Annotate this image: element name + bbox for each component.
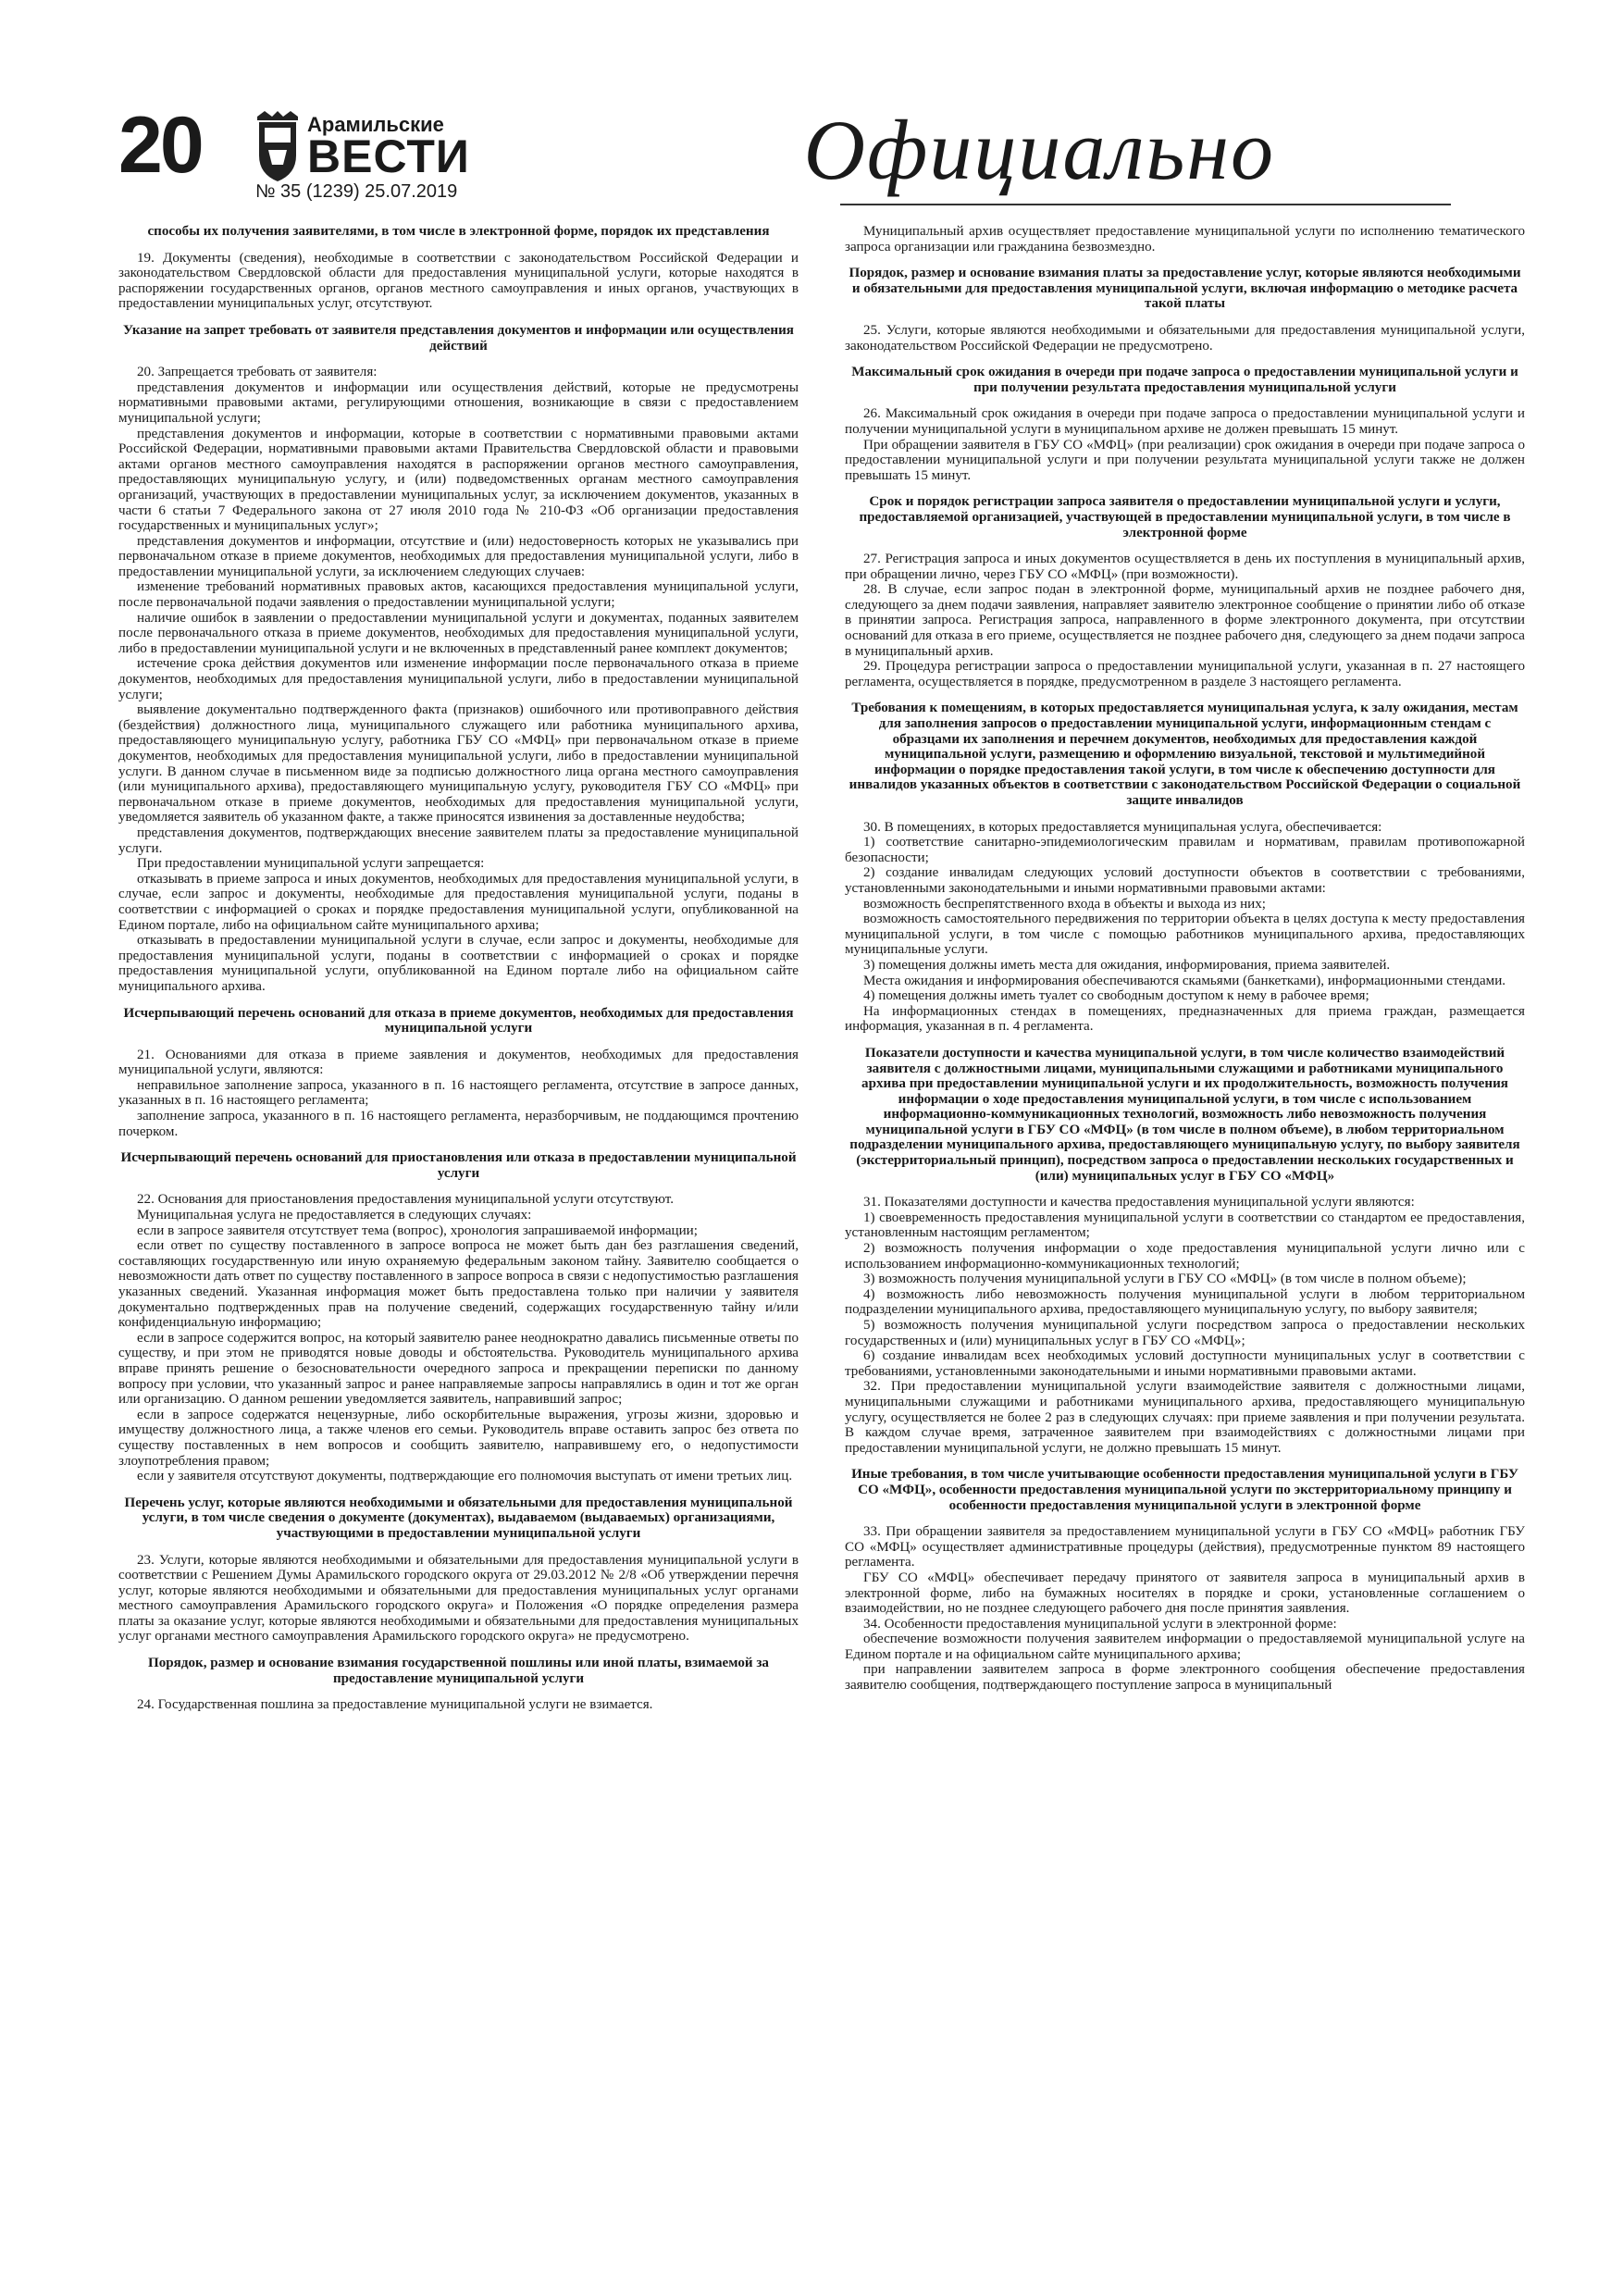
paragraph: 3) помещения должны иметь места для ожидания, информирования, приема заявителей. xyxy=(863,957,1391,973)
heading: Требования к помещениям, в которых предоставляется муниципальная услуга, к залу ожидания, местам для заполнения запросов о предоставлении муниципальной услуги, информационным стендам с образцами их заполнения и перечнем документов, необходимых для предоставления каждой муниципальной услуги, размещению и оформлению визуальной, текстовой и мультимедийной информации о порядке предоставления такой услуги, в том числе к обеспечению доступности для инвалидов указанных объектов в соответствии с законодательством Российской Федерации о социальной защите инвалидов xyxy=(849,701,1521,808)
paragraph: 2) создание инвалидам следующих условий доступности объектов в соответствии с требованиями, установленными законодательными и иными нормативными правовыми актами: xyxy=(845,865,1525,896)
heading: Перечень услуг, которые являются необходимыми и обязательными для предоставления муниципальной услуги, в том числе сведения о документе (документах), выдаваемом (выдаваемых) организациями, участвующими в предоставлении муниципальной услуги xyxy=(124,1495,793,1541)
paragraph: 22. Основания для приостановления предоставления муниципальной услуги отсутствуют. xyxy=(137,1192,674,1208)
heading: Исчерпывающий перечень оснований для приостановления или отказа в предоставлении муниципальной услуги xyxy=(120,1150,797,1181)
paragraph: Муниципальная услуга не предоставляется в следующих случаях: xyxy=(137,1208,532,1223)
paragraph: 30. В помещениях, в которых предоставляется муниципальная услуга, обеспечивается: xyxy=(863,819,1382,835)
paragraph: 32. При предоставлении муниципальной услуги взаимодействие заявителя с должностными лицами, муниципальными служащими и работниками муниципального архива, предоставляющего муниципальную услугу, осуществляется не более 2 раз в следующих случаях: при приеме заявления и при получении результата. В каждом случае время, затраченное заявителем при взаимодействиях с должностными лицами при предоставлении муниципальной услуги, не должно превышать 15 минут. xyxy=(845,1379,1525,1456)
heading: Указание на запрет требовать от заявителя представления документов и информации или осуществления действий xyxy=(123,322,794,354)
paragraph: если в запросе содержатся нецензурные, либо оскорбительные выражения, угрозы жизни, здоровью и имуществу должностного лица, а также членов его семьи. Руководитель вправе оставить запрос без ответа по существу поставленных в нем вопросов и сообщить заявителю, направившему его, о недопустимости злоупотребления правом; xyxy=(118,1407,799,1469)
heading: Порядок, размер и основание взимания государственной пошлины или иной платы, взимаемой за предоставление муниципальной услуги xyxy=(148,1656,769,1686)
paragraph: 25. Услуги, которые являются необходимыми и обязательными для предоставления муниципальной услуги, законодательством Российской Федерации не предусмотрено. xyxy=(845,322,1525,354)
paragraph: Места ожидания и информирования обеспечиваются скамьями (банкетками), информационными стендами. xyxy=(863,973,1506,988)
paragraph: 20. Запрещается требовать от заявителя: xyxy=(137,365,378,380)
paragraph: 4) возможность либо невозможность получения муниципальной услуги в любом территориальном подразделении муниципального архива, предоставляющего муниципальную услугу, по выбору заявителя; xyxy=(845,1286,1525,1318)
paragraph: отказывать в приеме запроса и иных документов, необходимых для предоставления муниципальной услуги, в случае, если запрос и документы, необходимые для предоставления муниципальной услуги, поданы в соответствии с информацией о сроках и порядке предоставления муниципальной услуги, опубликованной на Едином портале, либо на официальном сайте муниципального архива; xyxy=(118,871,799,933)
paragraph: 34. Особенности предоставления муниципальной услуги в электронной форме: xyxy=(863,1616,1337,1632)
paragraph: 28. В случае, если запрос подан в электронной форме, муниципальный архив не позднее рабочего дня, следующего за днем подачи заявления, направляет заявителю электронное сообщение о принятии либо об отказе в принятии запроса. Регистрация запроса, направленного в форме электронного документа, при отсутствии оснований для отказа в его приеме, осуществляется не позднее рабочего дня, следующего за днем подачи запроса в муниципальный архив. xyxy=(845,582,1525,659)
paragraph: представления документов, подтверждающих внесение заявителем платы за предоставление муниципальной услуги. xyxy=(118,825,799,856)
heading: Исчерпывающий перечень оснований для отказа в приеме документов, необходимых для предоставления муниципальной услуги xyxy=(123,1005,794,1036)
paragraph: 33. При обращении заявителя за предоставлением муниципальной услуги в ГБУ СО «МФЦ» работник ГБУ СО «МФЦ» осуществляет административные процедуры (действия), предусмотренные пунктом 89 настоящего регламента. xyxy=(845,1524,1525,1570)
heading: Срок и порядок регистрации запроса заявителя о предоставлении муниципальной услуги и услуги, предоставляемой организацией, участвующей в предоставлении муниципальной услуги, в том числе в электронной форме xyxy=(859,494,1511,540)
paragraph: представления документов и информации, отсутствие и (или) недостоверность которых не указывались при первоначальном отказе в приеме документов, необходимых для предоставления муниципальной услуги, либо в предоставлении муниципальной услуги, за исключением следующих случаев: xyxy=(118,533,799,579)
paragraph: представления документов и информации, которые в соответствии с нормативными правовыми актами Российской Федерации, нормативными правовыми актами Правительства Свердловской области и правовыми актами органов местного самоуправления находятся в распоряжении органов местного самоуправления, предоставляющих муниципальную услугу, и (или) подведомственных органам местного самоуправления организаций, участвующих в предоставлении муниципальных услуг, за исключением документов, указанных в части 6 статьи 7 Федерального закона от 27 июля 2010 года № 210-ФЗ «Об организации предоставления государственных и муниципальных услуг»; xyxy=(118,426,799,534)
heading: Иные требования, в том числе учитывающие особенности предоставления муниципальной услуги в ГБУ СО «МФЦ», особенности предоставления муниципальной услуги по экстерриториальному принципу и особенности предоставления муниципальной услуги в электронной форме xyxy=(851,1467,1518,1513)
paragraph: При обращении заявителя в ГБУ СО «МФЦ» (при реализации) срок ожидания в очереди при подаче запроса о предоставлении муниципальной услуги и при получении результата муниципальной услуги также не должен превышать 15 минут. xyxy=(845,437,1525,483)
paragraph: На информационных стендах в помещениях, предназначенных для приема граждан, размещается информация, указанная в п. 4 регламента. xyxy=(845,1003,1525,1035)
paragraph: если у заявителя отсутствуют документы, подтверждающие его полномочия выступать от имени третьих лиц. xyxy=(137,1469,793,1484)
paragraph: 6) создание инвалидам всех необходимых условий доступности муниципальных услуг в соответствии с требованиями, установленными законодательными и иными нормативными правовыми актами. xyxy=(845,1348,1525,1379)
section-title: Официально xyxy=(803,103,1275,197)
paragraph: 1) соответствие санитарно-эпидемиологическим правилам и нормативам, правилам противопожарной безопасности; xyxy=(845,835,1525,865)
article-columns xyxy=(118,224,1525,1713)
paragraph: ГБУ СО «МФЦ» обеспечивает передачу принятого от заявителя запроса в муниципальный архив в электронной форме, либо на бумажных носителях в порядке и сроки, установленные соглашением о взаимодействии, но не позднее следующего рабочего дня после принятия заявления. xyxy=(845,1570,1525,1617)
issue-info: № 35 (1239) 25.07.2019 xyxy=(255,181,458,202)
paragraph: наличие ошибок в заявлении о предоставлении муниципальной услуги и документах, поданных заявителем после первоначального отказа в приеме документов, необходимых для предоставления муниципальной услуги, либо в предоставлении муниципальной услуги и не включенных в представленный ранее комплект документов; xyxy=(118,610,799,656)
newspaper-page xyxy=(118,100,1525,2265)
paragraph: Муниципальный архив осуществляет предоставление муниципальной услуги по исполнению тематического запроса организации или гражданина безвозмездно. xyxy=(845,224,1525,254)
paragraph: представления документов и информации или осуществления действий, которые не предусмотрены нормативными правовыми актами, регулирующими отношения, возникающие в связи с предоставлением муниципальной услуги; xyxy=(118,379,799,426)
column-right xyxy=(845,224,1525,1713)
paragraph: истечение срока действия документов или изменение информации после первоначального отказа в приеме документов, необходимых для предоставления муниципальной услуги, либо в предоставлении муниципальной услуги; xyxy=(118,656,799,702)
paragraph: 2) возможность получения информации о ходе предоставления муниципальной услуги лично или с использованием информационно-коммуникационных технологий; xyxy=(845,1241,1525,1272)
column-left xyxy=(118,224,799,1713)
paragraph: 27. Регистрация запроса и иных документов осуществляется в день их поступления в муниципальный архив, при обращении лично, через ГБУ СО «МФЦ» (при возможности). xyxy=(845,552,1525,582)
masthead xyxy=(118,100,1525,204)
paragraph: выявление документально подтвержденного факта (признаков) ошибочного или противоправного действия (бездействия) должностного лица, муниципального служащего или работника муниципального архива, предоставляющего муниципальную услугу, работника ГБУ СО «МФЦ» при первоначальном отказе в приеме документов, необходимых для предоставления муниципальной услуги, либо в предоставлении муниципальной услуги. В данном случае в письменном виде за подписью должностного лица органа местного самоуправления (или муниципального архива), предоставляющего муниципальную услугу, руководителя ГБУ СО «МФЦ» при первоначальном отказе в приеме документов, необходимых для предоставления муниципальной услуги, уведомляется заявитель об указанном факте, а также приносятся извинения за доставленные неудобства; xyxy=(118,702,799,825)
paragraph: При предоставлении муниципальной услуги запрещается: xyxy=(137,856,485,872)
paragraph: обеспечение возможности получения заявителем информации о предоставляемой муниципальной услуге на Едином портале и на официальном сайте муниципального архива; xyxy=(845,1632,1525,1662)
paragraph: если в запросе заявителя отсутствует тема (вопрос), хронология запрашиваемой информации; xyxy=(137,1222,698,1238)
paragraph: 19. Документы (сведения), необходимые в соответствии с законодательством Российской Федерации и законодательством Свердловской области для предоставления муниципальной услуги, которые находятся в распоряжении государственных органов, органов местного самоуправления и иных органов, участвующих в предоставлении муниципальных услуг, отсутствуют. xyxy=(118,250,799,312)
paragraph: изменение требований нормативных правовых актов, касающихся предоставления муниципальной услуги, после первоначальной подачи заявления о предоставлении муниципальной услуги; xyxy=(118,579,799,611)
paragraph: 21. Основаниями для отказа в приеме заявления и документов, необходимых для предоставления муниципальной услуги, являются: xyxy=(118,1047,799,1078)
heading: Показатели доступности и качества муниципальной услуги, в том числе количество взаимодействий заявителя с должностными лицами, муниципальными служащими и работниками муниципального архива при предоставлении муниципальной услуги и их продолжительность, возможность получения информации о ходе предоставления муниципальной услуги, в том числе с использованием информационно-коммуникационных технологий, возможность либо невозможность получения муниципальной услуги в ГБУ СО «МФЦ» (в том числе в полном объеме), в любом территориальном подразделении муниципального архива, предоставляющего муниципальную услугу, по выбору заявителя (экстерриториальный принцип), посредством запроса о предоставлении нескольких государственных и (или) муниципальных услуг в ГБУ СО «МФЦ» xyxy=(849,1045,1520,1184)
paragraph: возможность самостоятельного передвижения по территории объекта в целях доступа к месту предоставления муниципальной услуги, в том числе с помощью работников муниципального архива, предоставляющих муниципальные услуги. xyxy=(845,912,1525,958)
paragraph: 1) своевременность предоставления муниципальной услуги в соответствии со стандартом ее предоставления, установленным настоящим регламентом; xyxy=(845,1210,1525,1241)
paragraph: 26. Максимальный срок ожидания в очереди при подаче запроса о предоставлении муниципальной услуги и получении муниципальной услуги в муниципальном архиве не должен превышать 15 минут. xyxy=(845,406,1525,437)
newspaper-logo xyxy=(255,109,588,183)
paragraph: при направлении заявителем запроса в форме электронного сообщения обеспечение предоставления заявителю сообщения, подтверждающего поступление запроса в муниципальный xyxy=(845,1662,1525,1694)
logo-top-text: Арамильские xyxy=(307,113,444,136)
paragraph: 3) возможность получения муниципальной услуги в ГБУ СО «МФЦ» (в том числе в полном объеме); xyxy=(863,1272,1467,1287)
paragraph: 31. Показателями доступности и качества предоставления муниципальной услуги являются: xyxy=(863,1195,1415,1210)
paragraph: 5) возможность получения муниципальной услуги посредством запроса о предоставлении нескольких государственных и (или) муниципальных услуг в ГБУ СО «МФЦ»; xyxy=(845,1318,1525,1348)
paragraph: 29. Процедура регистрации запроса о предоставлении муниципальной услуги, указанная в п. 27 настоящего регламента, осуществляется в порядке, предусмотренном в разделе 3 настоящего регламента. xyxy=(845,659,1525,689)
paragraph: если в запросе содержится вопрос, на который заявителю ранее неоднократно давались письменные ответы по существу, и при этом не приводятся новые доводы и обстоятельства. Руководитель муниципального архива вправе принять решение о безосновательности очередного запроса и прекращении переписки по данному вопросу при условии, что указанный запрос и ранее направляемые запросы направлялись в один и тот же орган или организацию. О данном решении уведомляется заявитель, направивший запрос; xyxy=(118,1330,799,1408)
page-number: 20 xyxy=(118,101,202,190)
header-rule xyxy=(840,204,1451,205)
paragraph: заполнение запроса, указанного в п. 16 настоящего регламента, неразборчивым, не поддающимся прочтению почерком. xyxy=(118,1109,799,1139)
heading: способы их получения заявителями, в том числе в электронной форме, порядок их представления xyxy=(147,224,770,239)
paragraph: отказывать в предоставлении муниципальной услуги в случае, если запрос и документы, необходимые для предоставления муниципальной услуги, поданы в соответствии с информацией о сроках и порядке предоставления муниципальной услуги, опубликованной на Едином портале либо на официальном сайте муниципального архива. xyxy=(118,933,799,994)
heading: Порядок, размер и основание взимания платы за предоставление услуг, которые являются необходимыми и обязательными для предоставления муниципальной услуги, включая информацию о методике расчета такой платы xyxy=(849,266,1521,312)
paragraph: 24. Государственная пошлина за предоставление муниципальной услуги не взимается. xyxy=(137,1697,653,1713)
paragraph: 23. Услуги, которые являются необходимыми и обязательными для предоставления муниципальной услуги в соответствии с Решением Думы Арамильского городского округа от 29.03.2012 № 2/8 «Об утверждении перечня услуг, которые являются необходимыми и обязательными для предоставления муниципальных услуг органами местного самоуправления Арамильского городского округа» и Положения «О порядке определения размера платы за оказание услуг, которые являются необходимыми и обязательными для предоставления муниципальных услуг органами местного самоуправления Арамильского городского округа» не предусмотрено. xyxy=(118,1552,799,1644)
logo-main-text: ВЕСТИ xyxy=(307,130,470,182)
heading: Максимальный срок ожидания в очереди при подаче запроса о предоставлении муниципальной услуги и при получении результата предоставления муниципальной услуги xyxy=(851,365,1518,395)
paragraph: если ответ по существу поставленного в запросе вопроса не может быть дан без разглашения сведений, составляющих государственную или иную охраняемую федеральным законом тайну. Заявителю сообщается о невозможности дать ответ по существу поставленного в запросе вопроса в связи с недопустимостью разглашения указанных сведений. Указанная информация может быть предоставлена только при наличии у заявителя документально подтвержденных прав на получение сведений, содержащих государственную тайну и/или конфиденциальную информацию; xyxy=(118,1238,799,1331)
paragraph: неправильное заполнение запроса, указанного в п. 16 настоящего регламента, отсутствие в запросе данных, указанных в п. 16 настоящего регламента; xyxy=(118,1077,799,1109)
paragraph: 4) помещения должны иметь туалет со свободным доступом к нему в рабочее время; xyxy=(863,988,1369,1004)
paragraph: возможность беспрепятственного входа в объекты и выхода из них; xyxy=(863,896,1266,912)
